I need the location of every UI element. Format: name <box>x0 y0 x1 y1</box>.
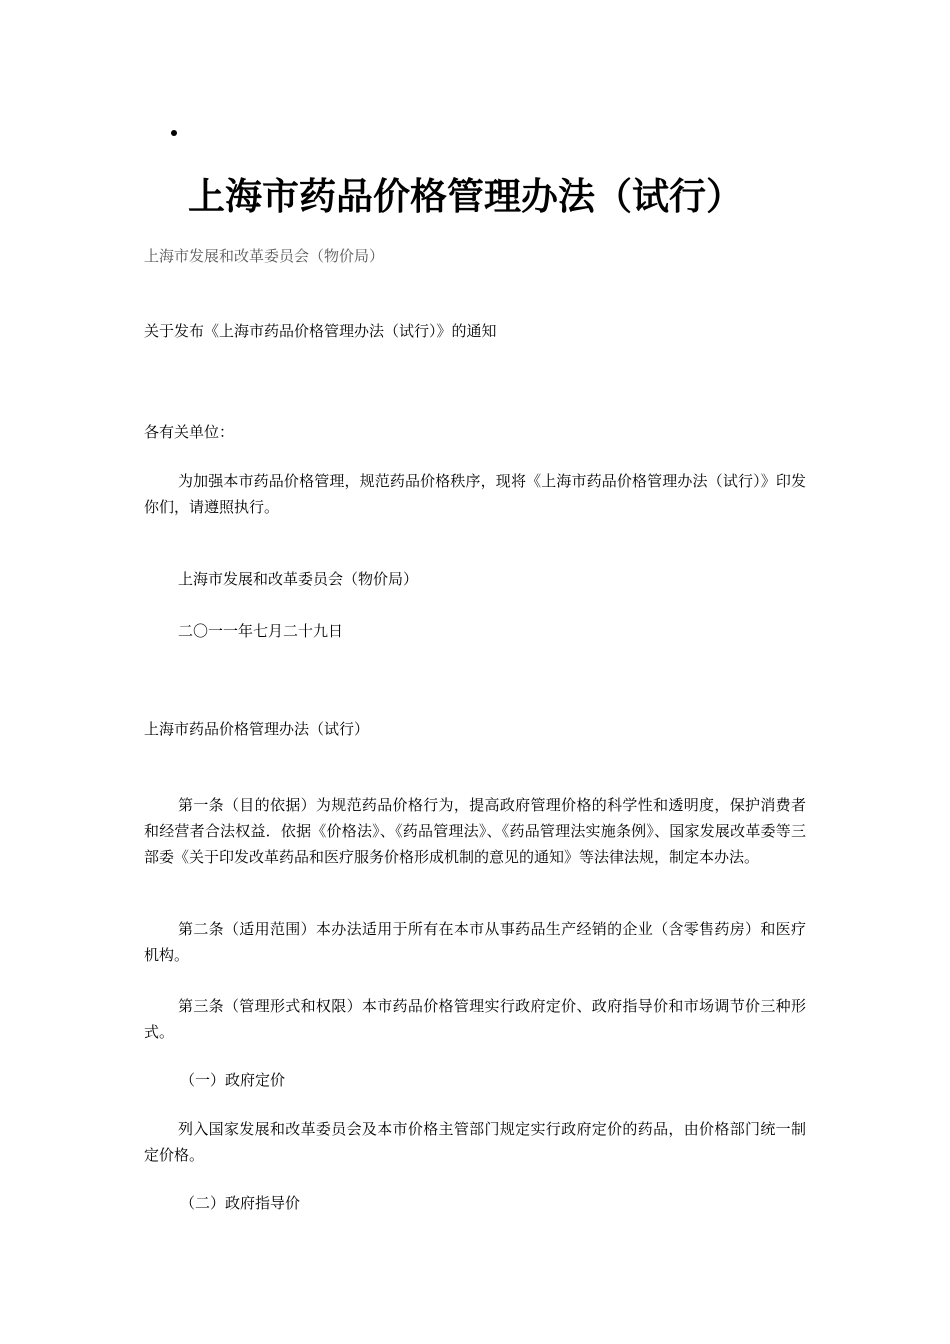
section-2-heading: （二）政府指导价 <box>180 1194 301 1212</box>
salutation: 各有关单位： <box>144 423 235 441</box>
notice-title: 关于发布《上海市药品价格管理办法（试行）》的通知 <box>144 322 497 340</box>
document-title: 上海市药品价格管理办法（试行） <box>188 174 743 218</box>
section-1-heading: （一）政府定价 <box>180 1071 286 1089</box>
document-source: 上海市发展和改革委员会（物价局） <box>144 247 385 265</box>
article-1: 第一条（目的依据）为规范药品价格行为，提高政府管理价格的科学性和透明度，保护消费者和经营者合法权益．依据《价格法》、《药品管理法》、《药品管理法实施条例》、国家发展改革委等三部委《关于印发改革药品和医疗服务价格形成机制的意见的通知》等法律法规，制定本办法。 <box>144 796 806 866</box>
article-2: 第二条（适用范围）本办法适用于所有在本市从事药品生产经销的企业（含零售药房）和医疗机构。 <box>144 920 806 964</box>
signature-org: 上海市发展和改革委员会（物价局） <box>178 570 419 588</box>
signature-date: 二〇一一年七月二十九日 <box>178 622 344 640</box>
bullet-marker <box>171 130 177 136</box>
section-1-text: 列入国家发展和改革委员会及本市价格主管部门规定实行政府定价的药品，由价格部门统一制定价格。 <box>144 1120 806 1164</box>
intro-paragraph: 为加强本市药品价格管理，规范药品价格秩序，现将《上海市药品价格管理办法（试行）》印发你们，请遵照执行。 <box>144 472 806 516</box>
body-title: 上海市药品价格管理办法（试行） <box>144 720 370 738</box>
article-3: 第三条（管理形式和权限）本市药品价格管理实行政府定价、政府指导价和市场调节价三种形式。 <box>144 997 806 1041</box>
